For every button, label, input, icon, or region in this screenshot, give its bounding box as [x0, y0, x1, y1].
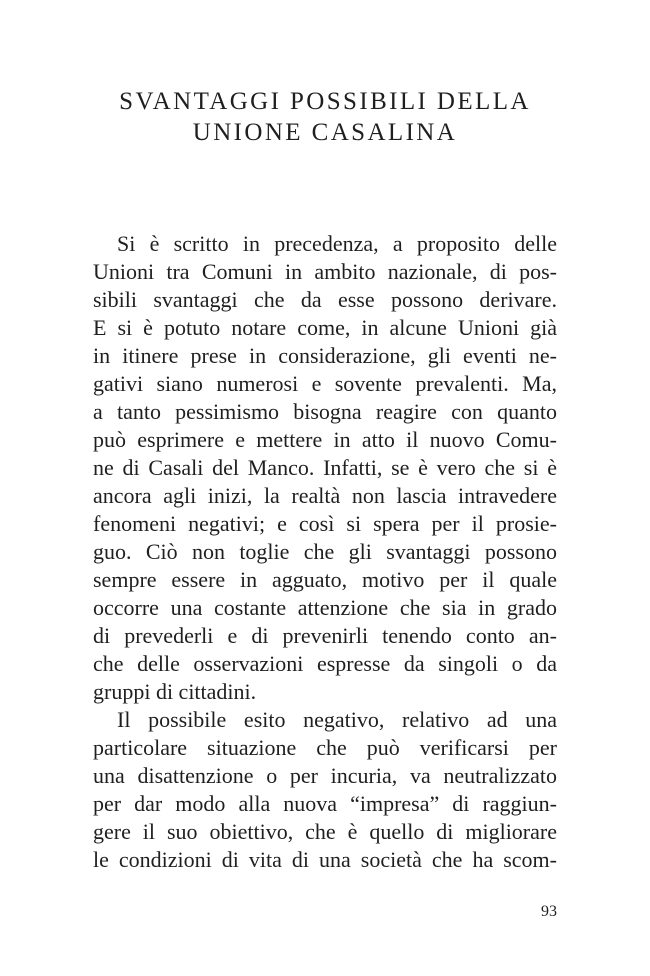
chapter-title-line: SVANTAGGI POSSIBILI DELLA: [119, 88, 531, 115]
paragraph-1-line: gativi siano numerosi e sovente prevalenti. Ma,: [93, 371, 557, 396]
paragraph-1-line: sempre essere in agguato, motivo per il quale: [93, 567, 557, 592]
paragraph-1-line: fenomeni negativi; e così si spera per il prosie-: [93, 511, 557, 536]
paragraph-1-line: gruppi di cittadini.: [93, 679, 257, 704]
paragraph-1-line: in itinere prese in considerazione, gli eventi ne-: [93, 343, 557, 368]
paragraph-1-line: guo. Ciò non toglie che gli svantaggi possono: [93, 539, 557, 564]
paragraph-2-line: Il possibile esito negativo, relativo ad una: [117, 707, 557, 732]
chapter-title: [90, 86, 560, 148]
paragraph-1-line: può esprimere e mettere in atto il nuovo Comu-: [93, 427, 557, 452]
paragraph-1-line: ancora agli inizi, la realtà non lascia intravedere: [93, 483, 557, 508]
paragraph-1-line: ne di Casali del Manco. Infatti, se è vero che si è: [93, 455, 557, 480]
body-text: [93, 230, 557, 874]
paragraph-1-line: occorre una costante attenzione che sia in grado: [93, 595, 557, 620]
paragraph-2-line: per dar modo alla nuova “impresa” di raggiun-: [93, 791, 557, 816]
paragraph-2-line: una disattenzione o per incuria, va neutralizzato: [93, 763, 557, 788]
paragraph-1-line: Si è scritto in precedenza, a proposito delle: [117, 231, 557, 256]
paragraph-1-line: a tanto pessimismo bisogna reagire con quanto: [93, 399, 557, 424]
chapter-title-line: UNIONE CASALINA: [192, 119, 458, 146]
paragraph-2-line: particolare situazione che può verificarsi per: [93, 735, 557, 760]
paragraph-2-line: gere il suo obiettivo, che è quello di migliorare: [93, 819, 557, 844]
paragraph-1-line: E si è potuto notare come, in alcune Unioni già: [93, 315, 557, 340]
paragraph-1-line: di prevederli e di prevenirli tenendo conto an-: [93, 623, 557, 648]
paragraph-2-line: le condizioni di vita di una società che ha scom-: [93, 847, 557, 872]
paragraph-1-line: che delle osservazioni espresse da singoli o da: [93, 651, 557, 676]
page-number: 93: [541, 903, 557, 920]
paragraph-1-line: Unioni tra Comuni in ambito nazionale, di pos-: [93, 259, 557, 284]
paragraph-1-line: sibili svantaggi che da esse possono derivare.: [93, 287, 557, 312]
